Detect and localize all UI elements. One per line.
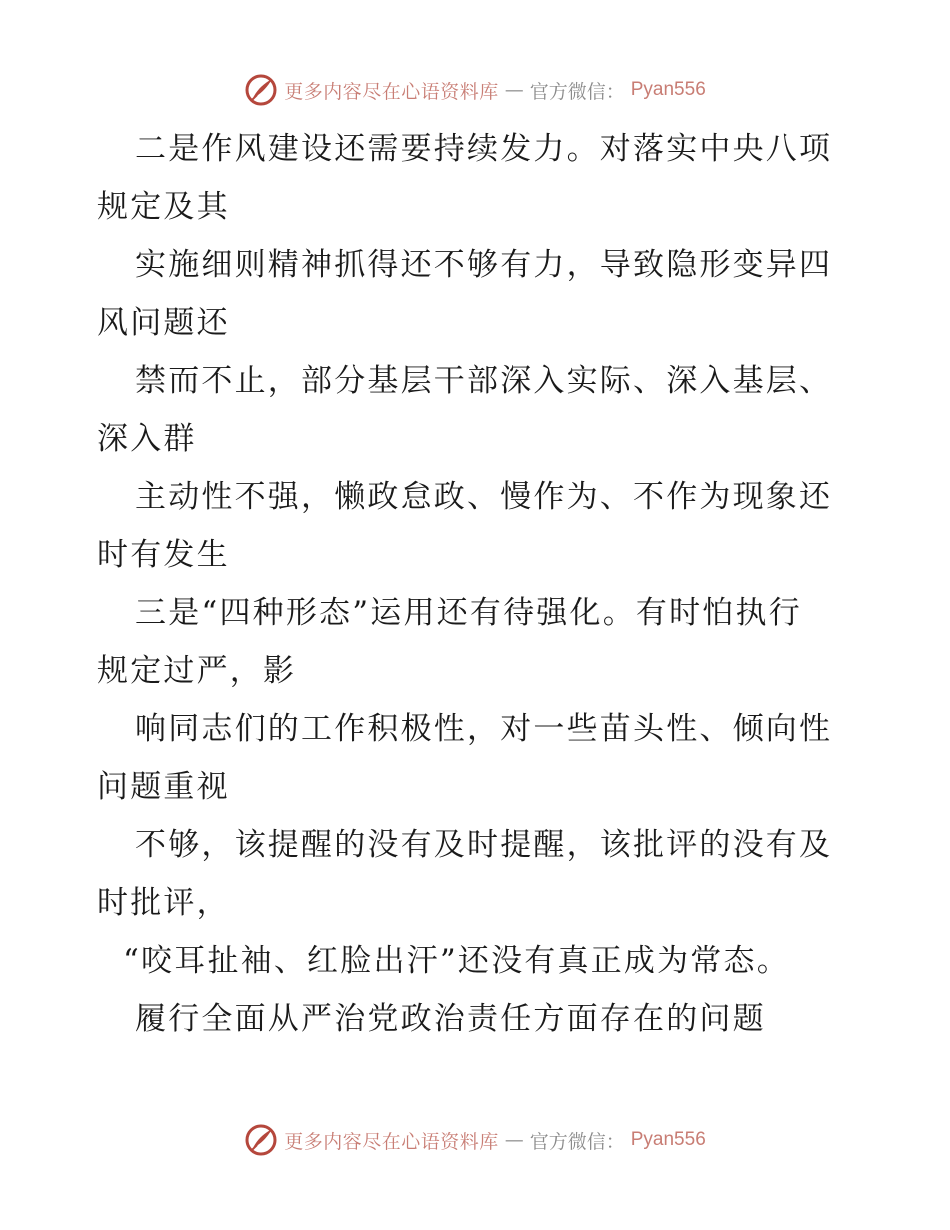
watermark-separator: — — [504, 1129, 524, 1151]
text-line: 主动性不强，懒政怠政、慢作为、不作为现象还 — [135, 479, 833, 515]
document-body — [97, 120, 857, 1048]
watermark-wechat-label: 官方微信： — [529, 1130, 625, 1153]
text-line: 禁而不止，部分基层干部深入实际、深入基层、 — [135, 363, 833, 399]
text-line: 实施细则精神抓得还不够有力，导致隐形变异四 — [135, 247, 833, 283]
quill-logo-icon — [244, 73, 278, 107]
watermark-wechat-id: Pyan556 — [630, 1129, 706, 1150]
watermark-wechat-id: Pyan556 — [630, 79, 706, 100]
watermark-group — [244, 1123, 706, 1157]
text-line: 履行全面从严治党政治责任方面存在的问题 — [135, 1001, 766, 1037]
watermark-group — [244, 73, 706, 107]
text-line: 深入群 — [97, 421, 197, 457]
text-line: 不够，该提醒的没有及时提醒，该批评的没有及 — [135, 827, 833, 863]
text-line: 风问题还 — [97, 305, 230, 341]
text-line: 问题重视 — [97, 769, 230, 805]
quill-logo-icon — [244, 1123, 278, 1157]
text-line: 三是“四种形态”运用还有待强化。有时怕执行 — [135, 595, 802, 631]
watermark-text: 更多内容尽在心语资料库 — [284, 80, 499, 103]
text-line: “咬耳扯袖、红脸出汗”还没有真正成为常态。 — [123, 943, 790, 979]
text-line: 响同志们的工作积极性，对一些苗头性、倾向性 — [135, 711, 833, 747]
text-line: 时批评， — [97, 885, 230, 921]
header-watermark — [0, 70, 950, 110]
watermark-wechat-label: 官方微信： — [529, 80, 625, 103]
watermark-separator: — — [504, 79, 524, 101]
text-line: 规定及其 — [97, 189, 230, 225]
footer-watermark — [0, 1120, 950, 1160]
text-line: 规定过严，影 — [97, 653, 297, 689]
text-line: 二是作风建设还需要持续发力。对落实中央八项 — [135, 131, 833, 167]
text-line: 时有发生 — [97, 537, 230, 573]
watermark-text: 更多内容尽在心语资料库 — [284, 1130, 499, 1153]
